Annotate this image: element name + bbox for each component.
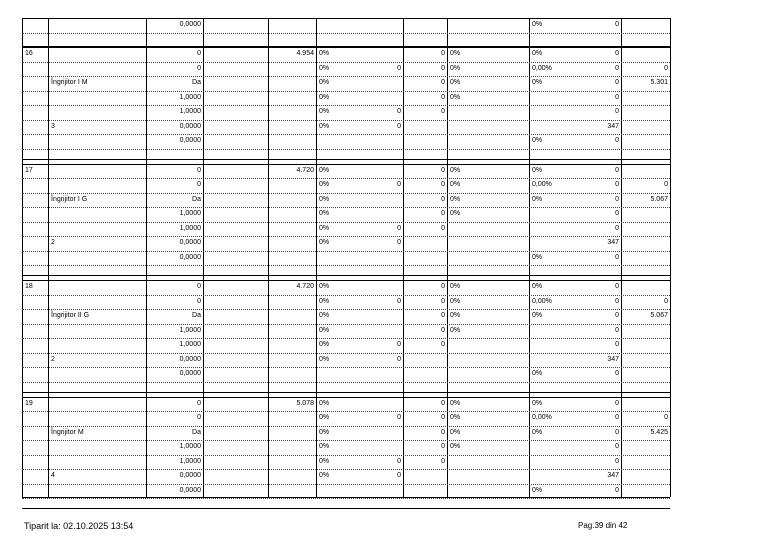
cell-value: 0,0000 — [179, 253, 201, 261]
group-bottom-border — [22, 392, 670, 393]
cell-value: 0 — [197, 64, 201, 72]
cell-value: 0 — [441, 457, 445, 465]
cell-value: 0 — [615, 195, 619, 203]
percent-value: 0% — [450, 210, 461, 217]
cell-value: 0 — [441, 341, 445, 348]
row-divider — [22, 149, 670, 150]
percent-value: 0% — [319, 181, 330, 188]
row-divider — [22, 440, 670, 441]
job-title: Îngrijitor M — [51, 428, 84, 436]
cell-value: 0 — [397, 341, 401, 348]
cell-value: 0 — [615, 137, 619, 144]
row-divider — [22, 309, 670, 310]
cell-value: 0 — [441, 93, 445, 101]
cell-value: 0 — [664, 64, 668, 72]
percent-value: 0% — [532, 253, 543, 261]
cell-value: 1,0000 — [179, 326, 201, 334]
cell-value: Da — [192, 428, 201, 436]
cell-value: 0,0000 — [179, 122, 201, 130]
percent-value: 0% — [319, 239, 330, 246]
percent-value: 0% — [450, 297, 461, 305]
job-title: Îngrijitor I G — [51, 195, 88, 203]
percent-value: 0% — [532, 428, 543, 436]
cell-value: 0 — [197, 414, 201, 421]
row-divider — [22, 484, 670, 485]
cell-value: 347 — [607, 355, 619, 363]
cell-value: 0,0000 — [179, 21, 201, 28]
cell-value: 0 — [615, 93, 619, 101]
cell-value: 0 — [615, 50, 619, 57]
percent-value: 0% — [450, 195, 461, 203]
percent-value: 0% — [319, 108, 330, 115]
cell-value: 0 — [615, 370, 619, 377]
percent-value: 0% — [319, 341, 330, 348]
cell-value: 347 — [607, 239, 619, 246]
cell-value: 0 — [197, 166, 201, 174]
cell-value: 0,0000 — [179, 486, 201, 494]
cell-value: 0,0000 — [179, 370, 201, 377]
percent-value: 0% — [319, 355, 330, 363]
base-salary: 5.078 — [296, 399, 314, 407]
percent-value: 0% — [319, 195, 330, 203]
cell-value: 0 — [615, 166, 619, 174]
percent-value: 0% — [450, 283, 461, 290]
row-divider — [22, 76, 670, 77]
cell-value: 0 — [197, 297, 201, 305]
cell-value: 1,0000 — [179, 93, 201, 101]
row-divider — [22, 265, 670, 266]
row-divider — [22, 411, 670, 412]
percent-value: 0% — [532, 312, 543, 319]
percent-value: 0% — [450, 414, 461, 421]
row-divider — [22, 120, 670, 121]
group-bottom-border — [22, 508, 670, 509]
percent-value: 0,00% — [532, 297, 552, 305]
table-bottom-border — [22, 497, 670, 498]
cell-value: 0 — [441, 399, 445, 407]
percent-value: 0% — [450, 428, 461, 436]
cell-value: 0 — [615, 486, 619, 494]
cell-value: 0% — [532, 21, 543, 28]
cell-value: 0 — [441, 326, 445, 334]
percent-value: 0% — [319, 224, 330, 232]
total-salary: 5.067 — [650, 312, 668, 319]
row-divider — [22, 91, 670, 92]
cell-value: 0 — [441, 195, 445, 203]
total-salary: 5.301 — [650, 79, 668, 86]
cell-value: 0 — [441, 166, 445, 174]
cell-value: 0 — [441, 443, 445, 450]
percent-value: 0% — [319, 414, 330, 421]
cell-value: 0 — [441, 428, 445, 436]
percent-value: 0% — [319, 64, 330, 72]
percent-value: 0% — [532, 195, 543, 203]
percent-value: 0% — [319, 312, 330, 319]
cell-value: 0 — [615, 224, 619, 232]
row-divider — [22, 178, 670, 179]
percent-value: 0,00% — [532, 64, 552, 72]
cell-value: 0 — [615, 64, 619, 72]
row-divider — [22, 134, 670, 135]
group-border — [22, 397, 670, 398]
cell-value: 0 — [664, 414, 668, 421]
row-divider — [22, 353, 670, 354]
cell-value: 0 — [615, 326, 619, 334]
cell-value: 0 — [397, 472, 401, 479]
job-title: Îngrijitor I M — [51, 79, 88, 86]
cell-value: 0 — [397, 457, 401, 465]
cell-value: 0,0000 — [179, 472, 201, 479]
row-divider — [22, 105, 670, 106]
row-divider — [22, 33, 670, 34]
percent-value: 0% — [450, 79, 461, 86]
row-divider — [22, 251, 670, 252]
cell-value: 0 — [197, 181, 201, 188]
cell-value: 0,0000 — [179, 239, 201, 246]
percent-value: 0,00% — [532, 181, 552, 188]
base-salary: 4.720 — [296, 283, 314, 290]
percent-value: 0% — [450, 312, 461, 319]
cell-value: 0 — [441, 181, 445, 188]
cell-value: 0 — [197, 50, 201, 57]
group-bottom-border — [22, 159, 670, 160]
row-divider — [22, 426, 670, 427]
cell-value: 0 — [615, 79, 619, 86]
percent-value: 0% — [450, 93, 461, 101]
cell-value: 0 — [397, 122, 401, 130]
cell-value: 1,0000 — [179, 224, 201, 232]
row-number: 19 — [25, 399, 33, 407]
group-border — [22, 47, 670, 48]
row-number: 18 — [25, 283, 33, 290]
row-divider — [22, 498, 670, 499]
row-number: 17 — [25, 166, 33, 174]
cell-value: 0 — [397, 108, 401, 115]
row-divider — [22, 469, 670, 470]
cell-value: 1,0000 — [179, 210, 201, 217]
grade-value: 4 — [51, 472, 55, 479]
group-border — [22, 280, 670, 281]
base-salary: 4.720 — [296, 166, 314, 174]
cell-value: 0 — [664, 297, 668, 305]
cell-value: 0 — [197, 283, 201, 290]
table-top-border — [22, 18, 670, 19]
cell-value: 0 — [615, 428, 619, 436]
percent-value: 0% — [319, 428, 330, 436]
percent-value: 0% — [319, 210, 330, 217]
percent-value: 0% — [319, 297, 330, 305]
percent-value: 0% — [319, 457, 330, 465]
cell-value: 0 — [615, 312, 619, 319]
percent-value: 0% — [532, 370, 543, 377]
cell-value: 0 — [397, 355, 401, 363]
cell-value: 0 — [441, 312, 445, 319]
row-divider — [22, 193, 670, 194]
cell-value: 0 — [615, 21, 619, 28]
cell-value: 1,0000 — [179, 443, 201, 450]
cell-value: 0 — [397, 239, 401, 246]
percent-value: 0% — [319, 166, 330, 174]
cell-value: 0 — [441, 224, 445, 232]
row-number: 16 — [25, 50, 33, 57]
percent-value: 0% — [532, 79, 543, 86]
cell-value: 0 — [197, 399, 201, 407]
row-divider — [22, 338, 670, 339]
percent-value: 0% — [450, 64, 461, 72]
group-border — [22, 164, 670, 165]
cell-value: 0 — [397, 181, 401, 188]
percent-value: 0% — [319, 472, 330, 479]
cell-value: 1,0000 — [179, 341, 201, 348]
percent-value: 0% — [319, 399, 330, 407]
percent-value: 0% — [532, 399, 543, 407]
cell-value: Da — [192, 312, 201, 319]
cell-value: 0 — [615, 297, 619, 305]
percent-value: 0% — [319, 283, 330, 290]
cell-value: 0 — [441, 414, 445, 421]
cell-value: 0 — [397, 64, 401, 72]
print-timestamp: Tiparit la: 02.10.2025 13:54 — [24, 521, 134, 531]
cell-value: 0,0000 — [179, 355, 201, 363]
cell-value: 0 — [615, 181, 619, 188]
percent-value: 0,00% — [532, 414, 552, 421]
row-divider — [22, 295, 670, 296]
cell-value: 0 — [397, 297, 401, 305]
grade-value: 2 — [51, 355, 55, 363]
row-divider — [22, 222, 670, 223]
cell-value: 347 — [607, 472, 619, 479]
cell-value: 1,0000 — [179, 108, 201, 115]
cell-value: 0 — [441, 108, 445, 115]
cell-value: Da — [192, 195, 201, 203]
cell-value: 0 — [615, 341, 619, 348]
column-divider — [670, 18, 671, 497]
percent-value: 0% — [450, 443, 461, 450]
cell-value: 0 — [615, 253, 619, 261]
cell-value: 0 — [664, 181, 668, 188]
cell-value: 0 — [397, 414, 401, 421]
row-divider — [22, 324, 670, 325]
cell-value: 0 — [441, 50, 445, 57]
total-salary: 5.067 — [650, 195, 668, 203]
cell-value: 347 — [607, 122, 619, 130]
page-number: Pag.39 din 42 — [578, 521, 628, 530]
cell-value: 0 — [615, 108, 619, 115]
percent-value: 0% — [450, 181, 461, 188]
cell-value: 0 — [397, 224, 401, 232]
percent-value: 0% — [450, 166, 461, 174]
percent-value: 0% — [450, 50, 461, 57]
cell-value: 0 — [615, 443, 619, 450]
row-divider — [22, 382, 670, 383]
percent-value: 0% — [450, 399, 461, 407]
cell-value: Da — [192, 79, 201, 86]
grade-value: 3 — [51, 122, 55, 130]
row-divider — [22, 455, 670, 456]
cell-value: 0 — [441, 210, 445, 217]
percent-value: 0% — [319, 50, 330, 57]
percent-value: 0% — [532, 166, 543, 174]
group-bottom-border — [22, 275, 670, 276]
cell-value: 0 — [615, 399, 619, 407]
percent-value: 0% — [319, 326, 330, 334]
cell-value: 0 — [615, 283, 619, 290]
cell-value: 0 — [615, 457, 619, 465]
percent-value: 0% — [319, 79, 330, 86]
row-divider — [22, 367, 670, 368]
percent-value: 0% — [532, 283, 543, 290]
cell-value: 0 — [441, 283, 445, 290]
total-salary: 5.425 — [650, 428, 668, 436]
row-divider — [22, 207, 670, 208]
cell-value: 0 — [441, 297, 445, 305]
cell-value: 0 — [441, 64, 445, 72]
cell-value: 0 — [441, 79, 445, 86]
cell-value: 1,0000 — [179, 457, 201, 465]
percent-value: 0% — [532, 137, 543, 144]
base-salary: 4.954 — [296, 50, 314, 57]
job-title: Îngrijitor II G — [51, 312, 90, 319]
percent-value: 0% — [319, 122, 330, 130]
grade-value: 2 — [51, 239, 55, 246]
cell-value: 0,0000 — [179, 137, 201, 144]
cell-value: 0 — [615, 210, 619, 217]
percent-value: 0% — [532, 50, 543, 57]
percent-value: 0% — [319, 93, 330, 101]
cell-value: 0 — [615, 414, 619, 421]
percent-value: 0% — [532, 486, 543, 494]
row-divider — [22, 236, 670, 237]
percent-value: 0% — [450, 326, 461, 334]
percent-value: 0% — [319, 443, 330, 450]
row-divider — [22, 62, 670, 63]
